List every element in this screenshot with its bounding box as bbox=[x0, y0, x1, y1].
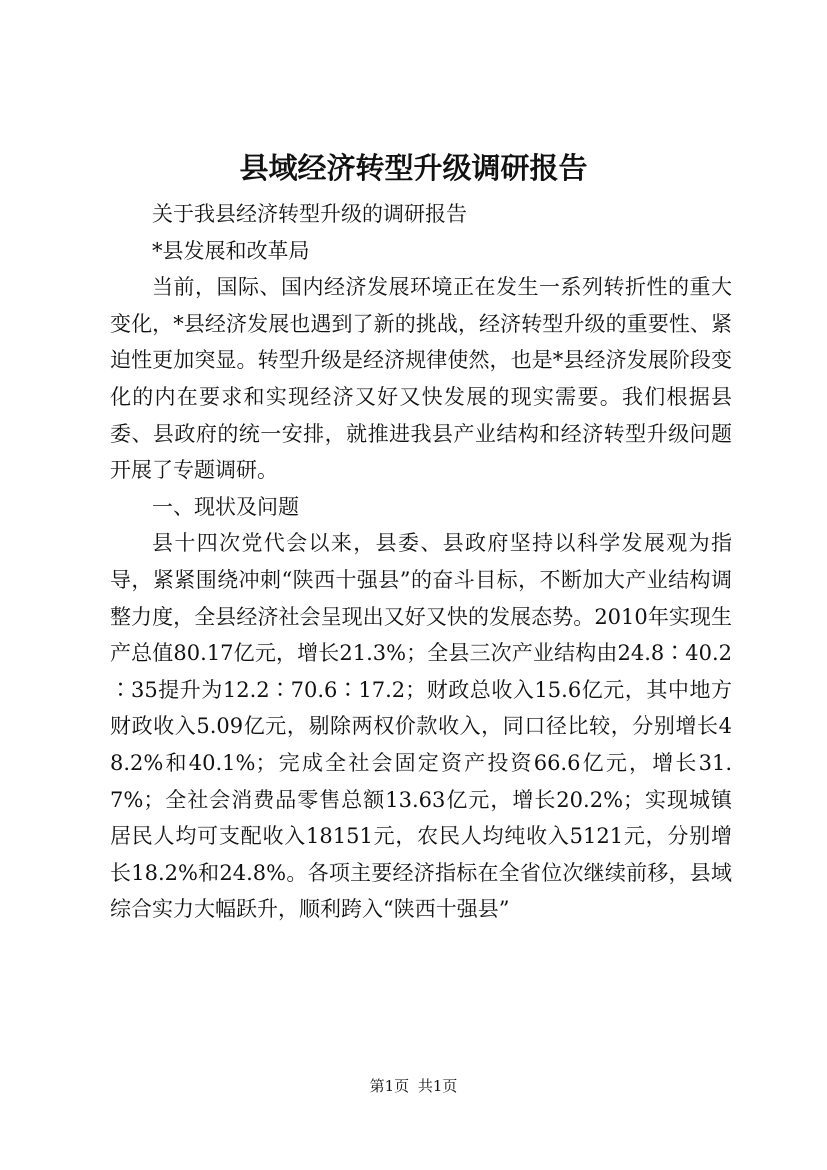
status-paragraph: 县十四次党代会以来，县委、县政府坚持以科学发展观为指导，紧紧围绕冲刺“陕西十强县”的奋斗目标，不断加大产业结构调整力度，全县经济社会呈现出又好又快的发展态势。2010年实现生产总值80.17亿元，增长21.3%；全县三次产业结构由24.8∶40.2∶35提升为12.2∶70.6∶17.2；财政总收入15.6亿元，其中地方财政收入5.09亿元，剔除两权价款收入，同口径比较，分别增长48.2%和40.1%；完成全社会固定资产投资66.6亿元，增长31.7%；全社会消费品零售总额13.63亿元，增长20.2%；实现城镇居民人均可支配收入18151元，农民人均纯收入5121元，分别增长18.2%和24.8%。各项主要经济指标在全省位次继续前移，县域综合实力大幅跃升，顺利跨入“陕西十强县” bbox=[110, 531, 732, 922]
intro-paragraph: 当前，国际、国内经济发展环境正在发生一系列转折性的重大变化，*县经济发展也遇到了新的挑战，经济转型升级的重要性、紧迫性更加突显。转型升级是经济规律使然，也是*县经济发展阶段变化的内在要求和实现经济又好又快发展的现实需要。我们根据县委、县政府的统一安排，就推进我县产业结构和经济转型升级问题开展了专题调研。 bbox=[110, 275, 732, 483]
page-number: 第1页 bbox=[369, 1077, 410, 1095]
page-footer bbox=[0, 1076, 827, 1096]
subtitle-paragraph: 关于我县经济转型升级的调研报告 bbox=[152, 202, 467, 226]
page-total: 共1页 bbox=[417, 1077, 458, 1095]
document-body bbox=[110, 196, 732, 928]
document-title: 县域经济转型升级调研报告 bbox=[239, 151, 588, 185]
section-heading: 一、现状及问题 bbox=[152, 494, 299, 519]
author-paragraph: *县发展和改革局 bbox=[152, 238, 310, 263]
